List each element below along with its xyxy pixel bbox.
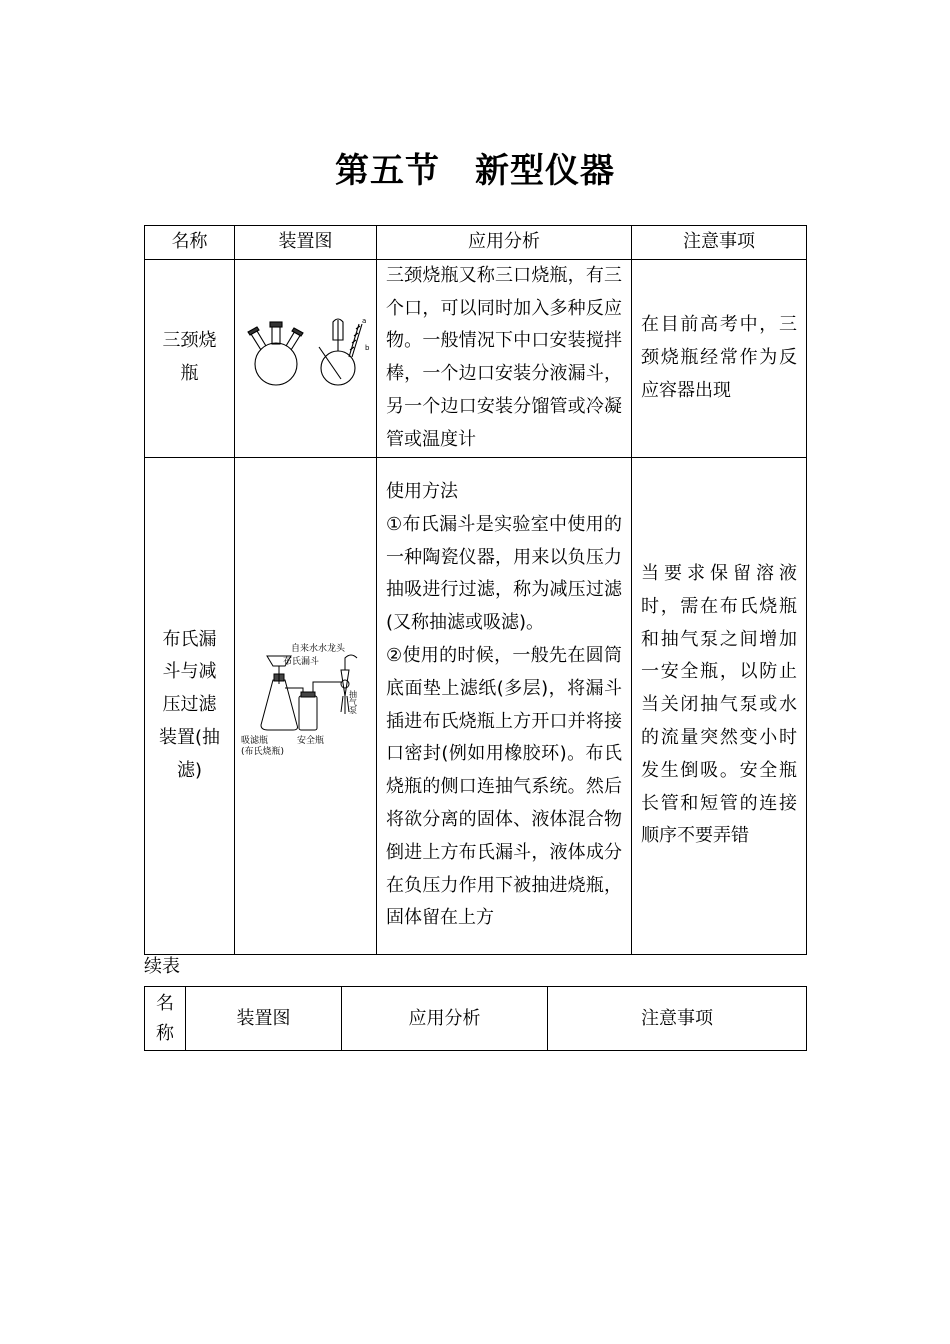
label-flask-alt: (布氏烧瓶) — [240, 746, 284, 757]
page-title: 第五节 新型仪器 — [335, 151, 615, 191]
header-figure: 装置图 — [186, 987, 342, 1051]
suction-filtration-figure — [235, 457, 377, 954]
row-analysis: 三颈烧瓶又称三口烧瓶，有三个口，可以同时加入多种反应物。一般情况下中口安装搅拌棒，一个边口安装分液漏斗，另一个边口安装分馏管或冷凝管或温度计 — [377, 259, 632, 457]
label-funnel: 布氏漏斗 — [282, 656, 319, 667]
row-name-cell — [145, 457, 235, 954]
analysis-paragraph-2: ②使用的时候，一般先在圆筒底面垫上滤纸(多层)，将漏斗插进布氏烧瓶上方开口并将接口密封(例如用橡胶环)。布氏烧瓶的侧口连抽气系统。然后将欲分离的固体、液体混合物倒进上方布氏漏斗，液体成分在负压力作用下被抽进烧瓶，固体留在上方 — [386, 644, 622, 929]
row-analysis — [377, 457, 632, 954]
header-notes: 注意事项 — [632, 226, 807, 260]
table-header-row — [145, 987, 807, 1051]
three-neck-flask-diagram — [241, 312, 371, 392]
header-analysis: 应用分析 — [377, 226, 632, 260]
row-name-cell — [145, 259, 235, 457]
label-flask: 吸滤瓶 — [240, 735, 268, 746]
suction-filtration-diagram — [241, 640, 371, 760]
table-row — [145, 259, 807, 457]
instrument-table — [144, 225, 807, 955]
label-safety: 安全瓶 — [296, 735, 324, 746]
svg-text:b: b — [364, 344, 369, 353]
header-name-text: 名称 — [156, 992, 174, 1044]
continued-label: 续表 — [144, 956, 180, 977]
header-notes: 注意事项 — [548, 987, 807, 1051]
label-faucet: 自来水水龙头 — [290, 643, 345, 654]
svg-text:a: a — [361, 317, 366, 326]
table-header-row — [145, 226, 807, 260]
row-name: 布氏漏斗与减压过滤装置(抽滤) — [158, 628, 221, 781]
header-name: 名称 — [145, 226, 235, 260]
label-pump: 抽气泵 — [348, 689, 357, 714]
header-analysis: 应用分析 — [342, 987, 548, 1051]
header-figure: 装置图 — [235, 226, 377, 260]
analysis-title: 使用方法 — [386, 481, 458, 502]
table-row — [145, 457, 807, 954]
continued-table — [144, 986, 807, 1051]
row-name: 三颈烧瓶 — [162, 330, 217, 385]
analysis-paragraph-1: ①布氏漏斗是实验室中使用的一种陶瓷仪器，用来以负压力抽吸进行过滤，称为减压过滤(又称抽滤或吸滤)。 — [386, 513, 622, 634]
row-notes: 在目前高考中，三颈烧瓶经常作为反应容器出现 — [632, 259, 807, 457]
header-name — [145, 987, 186, 1051]
three-neck-flask-figure — [235, 259, 377, 457]
row-notes: 当要求保留溶液时，需在布氏烧瓶和抽气泵之间增加一安全瓶，以防止当关闭抽气泵或水的流量突然变小时发生倒吸。安全瓶长管和短管的连接顺序不要弄错 — [632, 457, 807, 954]
